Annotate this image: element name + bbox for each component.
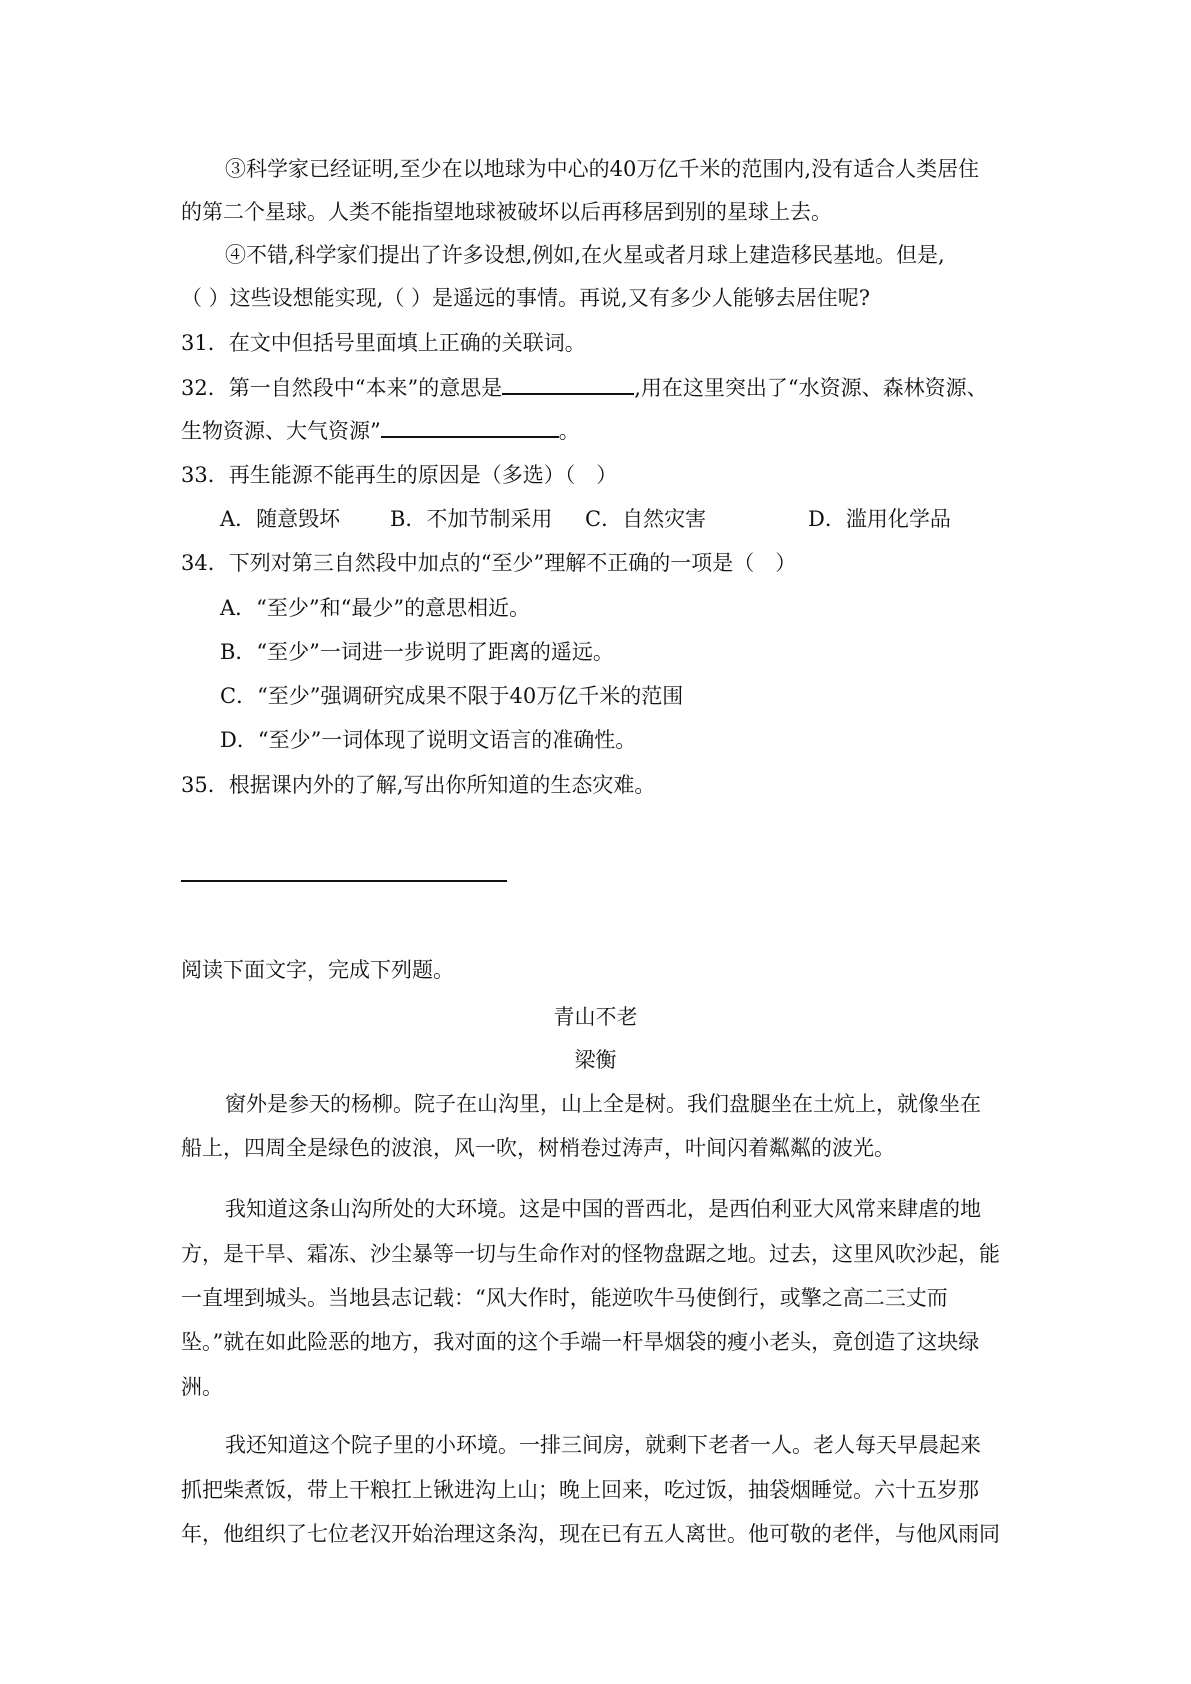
question-32-text-b: ,用在这里突出了“水资源、森林资源、	[634, 376, 988, 400]
article-line: 洲。	[181, 1375, 223, 1399]
question-31: 31．在文中但括号里面填上正确的关联词。	[181, 331, 586, 355]
answer-blank-35[interactable]	[181, 880, 507, 882]
q34-option-d: D．“至少”一词体现了说明文语言的准确性。	[220, 728, 637, 752]
q33-option-b: B．不加节制采用	[390, 507, 553, 531]
article-title: 青山不老	[553, 1005, 638, 1029]
question-33: 33．再生能源不能再生的原因是（多选）（ ）	[181, 463, 618, 487]
reading-instruction: 阅读下面文字，完成下列题。	[181, 958, 454, 982]
article-author: 梁衡	[574, 1048, 617, 1072]
question-32-text-c: 生物资源、大气资源”	[181, 419, 381, 443]
answer-blank-32b[interactable]	[381, 414, 559, 438]
q34-option-a: A．“至少”和“最少”的意思相近。	[220, 596, 531, 620]
passage-para4-line1: ④不错,科学家们提出了许多设想,例如,在火星或者月球上建造移民基地。但是,	[225, 243, 945, 267]
article-line: 我还知道这个院子里的小环境。一排三间房，就剩下老者一人。老人每天早晨起来	[225, 1433, 981, 1457]
question-32	[181, 371, 988, 403]
answer-blank-32a[interactable]	[502, 371, 634, 395]
article-line: 我知道这条山沟所处的大环境。这是中国的晋西北，是西伯利亚大风常来肆虐的地	[225, 1197, 981, 1221]
q34-option-c: C．“至少”强调研究成果不限于40万亿千米的范围	[220, 684, 684, 708]
passage-para3-line2: 的第二个星球。人类不能指望地球被破坏以后再移居到别的星球上去。	[181, 200, 832, 224]
question-35: 35．根据课内外的了解,写出你所知道的生态灾难。	[181, 773, 656, 797]
article-line: 方，是干旱、霜冻、沙尘暴等一切与生命作对的怪物盘踞之地。过去，这里风吹沙起，能	[181, 1242, 1000, 1266]
article-line: 年，他组织了七位老汉开始治理这条沟，现在已有五人离世。他可敬的老伴，与他风雨同	[181, 1522, 1000, 1546]
passage-para3-line1: ③科学家已经证明,至少在以地球为中心的40万亿千米的范围内,没有适合人类居住	[225, 157, 980, 181]
question-32-text-end: 。	[558, 419, 580, 443]
article-line: 坠。”就在如此险恶的地方，我对面的这个手端一杆旱烟袋的瘦小老头，竟创造了这块绿	[181, 1330, 980, 1354]
q33-option-d: D．滥用化学品	[808, 507, 951, 531]
article-line: 一直埋到城头。当地县志记载：“风大作时，能逆吹牛马使倒行，或擎之高二三丈而	[181, 1286, 948, 1310]
q33-option-a: A．随意毁坏	[220, 507, 341, 531]
article-line: 窗外是参天的杨柳。院子在山沟里，山上全是树。我们盘腿坐在土炕上，就像坐在	[225, 1092, 981, 1116]
q33-option-c: C．自然灾害	[585, 507, 707, 531]
question-32-line2	[181, 414, 580, 446]
article-line: 抓把柴煮饭，带上干粮扛上锹进沟上山；晚上回来，吃过饭，抽袋烟睡觉。六十五岁那	[181, 1478, 979, 1502]
article-line: 船上，四周全是绿色的波浪，风一吹，树梢卷过涛声，叶间闪着粼粼的波光。	[181, 1136, 895, 1160]
question-32-text-a: 32．第一自然段中“本来”的意思是	[181, 376, 503, 400]
q34-option-b: B．“至少”一词进一步说明了距离的遥远。	[220, 640, 614, 664]
question-34: 34．下列对第三自然段中加点的“至少”理解不正确的一项是（ ）	[181, 551, 797, 575]
passage-para4-line2: （ ）这些设想能实现,（ ）是遥远的事情。再说,又有多少人能够去居住呢?	[181, 286, 870, 310]
